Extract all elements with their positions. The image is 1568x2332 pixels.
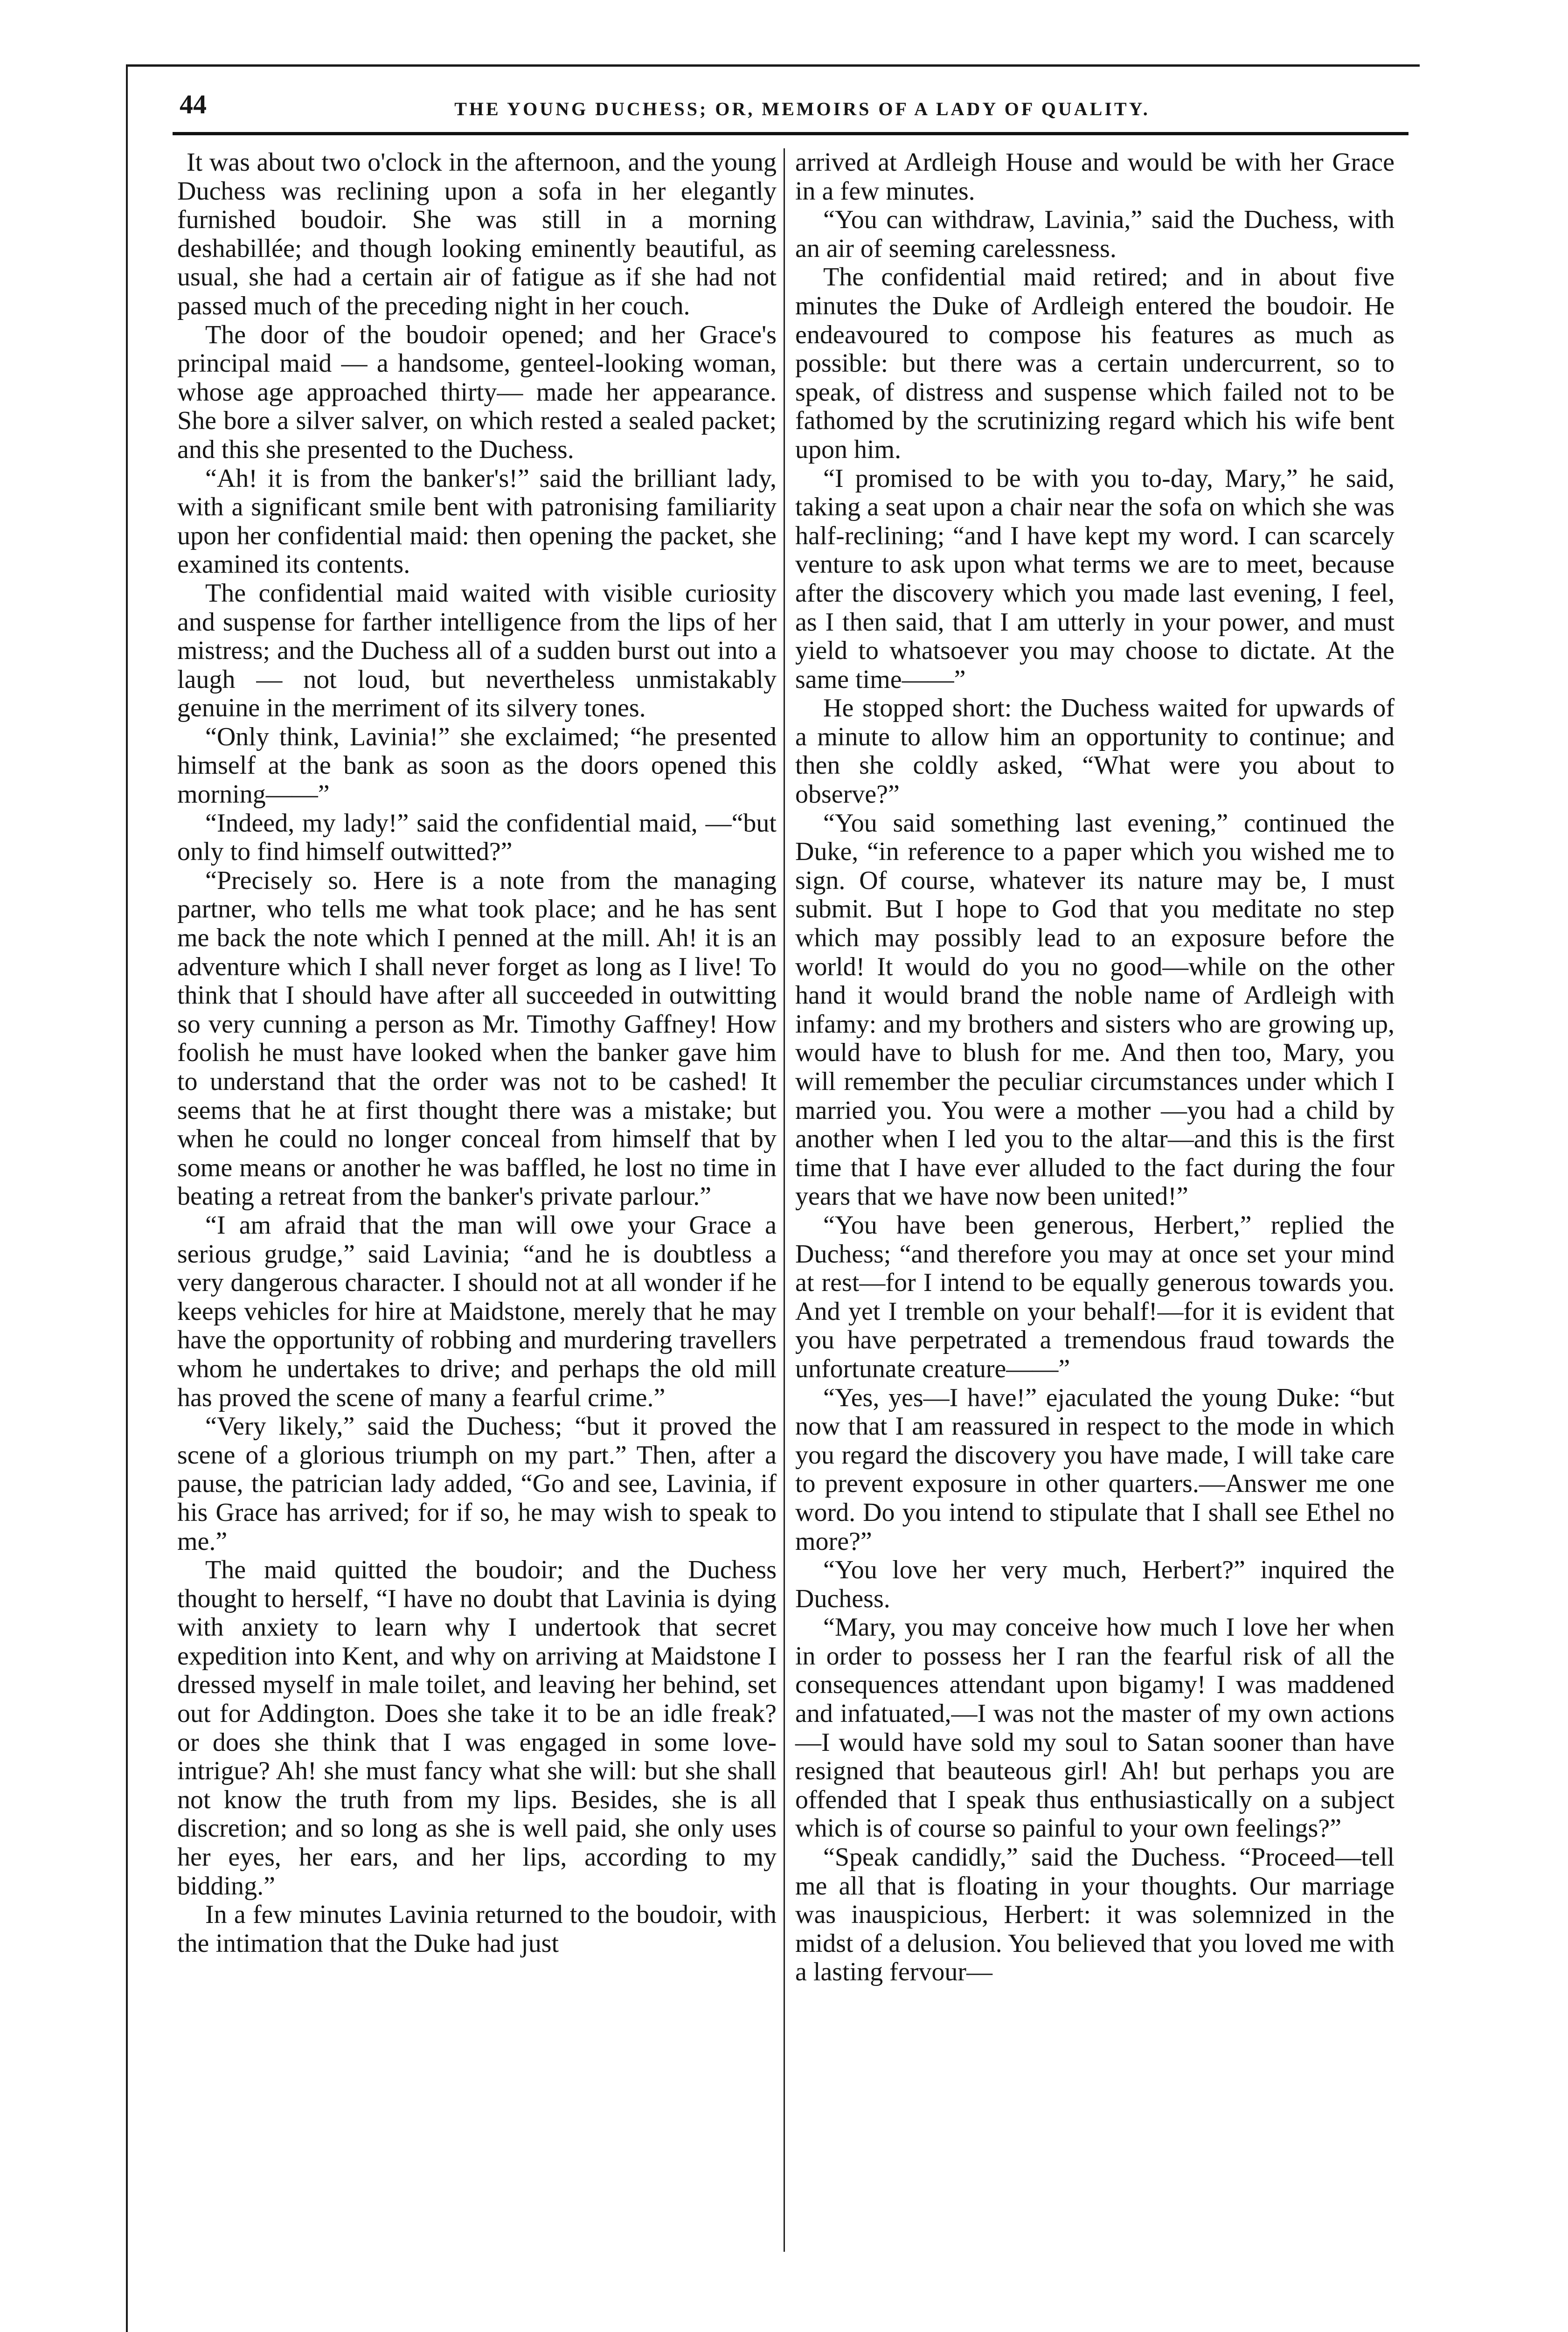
page-number: 44: [180, 89, 207, 119]
paragraph: The door of the boudoir opened; and her Grace's principal maid — a handsome, genteel-looking woman, whose age approached thirty— made her appearance. She bore a silver salver, on which rested a sealed packet; and this she presented to the Duchess.: [177, 320, 777, 464]
paragraph: “Precisely so. Here is a note from the managing partner, who tells me what took place; and he has sent me back the note which I penned at the mill. Ah! it is an adventure which I shall never forget as long as I live! To think that I should have after all succeeded in outwitting so very cunning a person as Mr. Timothy Gaffney! How foolish he must have looked when the banker gave him to understand that the order was not to be cashed! It seems that he at first thought there was a mistake; but when he could no longer conceal from himself that by some means or another he was baffled, he lost no time in beating a retreat from the banker's private parlour.”: [177, 866, 777, 1211]
paragraph: “Speak candidly,” said the Duchess. “Proceed—tell me all that is floating in your thoughts. Our marriage was inauspicious, Herbert: it was solemnized in the midst of a delusion. You believed that you loved me with a lasting fervour—: [795, 1843, 1395, 1987]
paragraph: “You can withdraw, Lavinia,” said the Duchess, with an air of seeming carelessness.: [795, 205, 1395, 263]
paragraph: “You have been generous, Herbert,” replied the Duchess; “and therefore you may at once set your mind at rest—for I intend to be equally generous towards you. And yet I tremble on your behalf!—for it is evident that you have perpetrated a tremendous fraud towards the unfortunate creature——”: [795, 1210, 1395, 1383]
paragraph: “I promised to be with you to-day, Mary,” he said, taking a seat upon a chair near the sofa on which she was half-reclining; “and I have kept my word. I can scarcely venture to ask upon what terms we are to meet, because after the discovery which you made last evening, I feel, as I then said, that I am utterly in your power, and must yield to whatsoever you may choose to dictate. At the same time——”: [795, 464, 1395, 694]
paragraph: He stopped short: the Duchess waited for upwards of a minute to allow him an opportunity to continue; and then she coldly asked, “What were you about to observe?”: [795, 694, 1395, 809]
paragraph: “Ah! it is from the banker's!” said the brilliant lady, with a significant smile bent with patronising familiarity upon her confidential maid: then opening the packet, she examined its contents.: [177, 464, 777, 579]
header-rule: [173, 132, 1408, 135]
paragraph: “Indeed, my lady!” said the confidential maid, —“but only to find himself outwitted?”: [177, 808, 777, 867]
paragraph: “Very likely,” said the Duchess; “but it proved the scene of a glorious triumph on my part.” Then, after a pause, the patrician lady added, “Go and see, Lavinia, if his Grace has arrived; for if so, he may wish to speak to me.”: [177, 1412, 777, 1556]
paragraph: “You love her very much, Herbert?” inquired the Duchess.: [795, 1555, 1395, 1613]
column-divider: [784, 148, 785, 2252]
page-header: [135, 89, 1413, 126]
paragraph: It was about two o'clock in the afternoon, and the young Duchess was reclining upon a sofa in her elegantly furnished boudoir. She was still in a morning deshabillée; and though looking eminently beautiful, as usual, she had a certain air of fatigue as if she had not passed much of the preceding night in her couch.: [177, 148, 777, 320]
paragraph: “You said something last evening,” continued the Duke, “in reference to a paper which you wished me to sign. Of course, whatever its nature may be, I must submit. But I hope to God that you meditate no step which may possibly lead to an exposure before the world! It would do you no good—while on the other hand it would brand the noble name of Ardleigh with infamy: and my brothers and sisters who are growing up, would have to blush for me. And then too, Mary, you will remember the peculiar circumstances under which I married you. You were a mother —you had a child by another when I led you to the altar—and this is the first time that I have ever alluded to the fact during the four years that we have now been united!”: [795, 808, 1395, 1211]
paragraph: The confidential maid retired; and in about five minutes the Duke of Ardleigh entered the boudoir. He endeavoured to compose his features as much as possible: but there was a certain undercurrent, so to speak, of distress and suspense which failed not to be fathomed by the scrutinizing regard which his wife bent upon him.: [795, 263, 1395, 464]
paragraph: “Only think, Lavinia!” she exclaimed; “he presented himself at the bank as soon as the doors opened this morning——”: [177, 722, 777, 809]
paragraph: arrived at Ardleigh House and would be with her Grace in a few minutes.: [795, 148, 1395, 206]
left-column: [177, 148, 777, 1958]
running-title: THE YOUNG DUCHESS; OR, MEMOIRS OF A LADY OF QUALITY.: [454, 98, 1150, 119]
right-column: [795, 148, 1395, 1987]
paragraph: “I am afraid that the man will owe your Grace a serious grudge,” said Lavinia; “and he is doubtless a very dangerous character. I should not at all wonder if he keeps vehicles for hire at Maidstone, merely that he may have the opportunity of robbing and murdering travellers whom he undertakes to drive; and perhaps the old mill has proved the scene of many a fearful crime.”: [177, 1210, 777, 1412]
paragraph: “Mary, you may conceive how much I love her when in order to possess her I ran the fearful risk of all the consequences attendant upon bigamy! I was maddened and infatuated,—I was not the master of my own actions—I would have sold my soul to Satan sooner than have resigned that beauteous girl! Ah! but perhaps you are offended that I speak thus enthusiastically on a subject which is of course so painful to your own feelings?”: [795, 1613, 1395, 1843]
paragraph: In a few minutes Lavinia returned to the boudoir, with the intimation that the Duke had just: [177, 1900, 777, 1958]
paragraph: The maid quitted the boudoir; and the Duchess thought to herself, “I have no doubt that Lavinia is dying with anxiety to learn why I undertook that secret expedition into Kent, and why on arriving at Maidstone I dressed myself in male toilet, and leaving her behind, set out for Addington. Does she take it to be an idle freak? or does she think that I was engaged in some love-intrigue? Ah! she must fancy what she will: but she shall not know the truth from my lips. Besides, she is all discretion; and so long as she is well paid, she only uses her eyes, her ears, and her lips, according to my bidding.”: [177, 1555, 777, 1901]
paragraph: “Yes, yes—I have!” ejaculated the young Duke: “but now that I am reassured in respect to the mode in which you regard the discovery you have made, I will take care to prevent exposure in other quarters.—Answer me one word. Do you intend to stipulate that I shall see Ethel no more?”: [795, 1383, 1395, 1556]
paragraph: The confidential maid waited with visible curiosity and suspense for farther intelligence from the lips of her mistress; and the Duchess all of a sudden burst out into a laugh — not loud, but nevertheless unmistakably genuine in the merriment of its silvery tones.: [177, 578, 777, 723]
